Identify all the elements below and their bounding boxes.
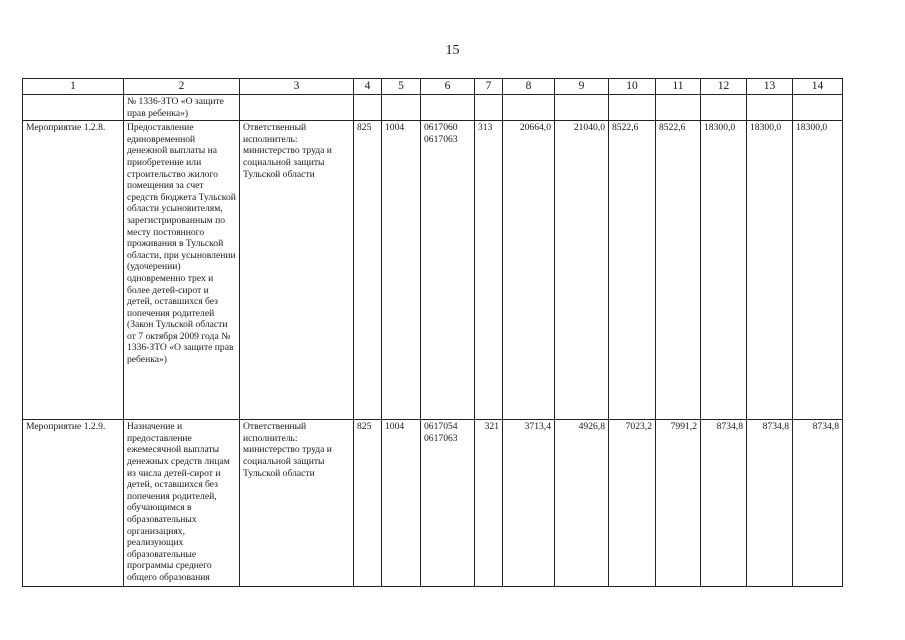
col-header: 7 <box>475 79 503 95</box>
event-name: Мероприятие 1.2.9. <box>23 420 124 587</box>
table-cell: 825 <box>354 420 382 587</box>
table-cell: 18300,0 <box>701 121 747 420</box>
table-cell: 7023,2 <box>609 420 656 587</box>
table-cell <box>656 95 701 121</box>
table-cell <box>701 95 747 121</box>
table-cell: 313 <box>475 121 503 420</box>
col-header: 5 <box>382 79 421 95</box>
table-cell <box>555 95 609 121</box>
event-description: Предоставление единовременной денежной выплаты на приобретение или строительство жилого помещения за счет средств бюджета Тульской области усыновителям, зарегистрированным по месту постоянного проживания в Тульской области, при усыновлении (удочерении) одновременно трех и более детей-сирот и детей, оставшихся без попечения родителей (Закон Тульской области от 7 октября 2009 года № 1336-ЗТО «О защите прав ребенка») <box>124 121 240 420</box>
event-executor: Ответственный исполнитель: министерство труда и социальной защиты Тульской области <box>240 420 354 587</box>
table-cell: 20664,0 <box>503 121 555 420</box>
event-description: Назначение и предоставление ежемесячной выплаты денежных средств лицам из числа детей-сирот и детей, оставшихся без попечения родителей, обучающимся в образовательных организациях, реализующих образовательные программы среднего общего образования <box>124 420 240 587</box>
table-cell: 0617054 0617063 <box>421 420 475 587</box>
table-cell <box>240 95 354 121</box>
continuation-text: № 1336-ЗТО «О защите прав ребенка») <box>124 95 240 121</box>
budget-table <box>22 78 843 587</box>
table-cell <box>609 95 656 121</box>
table-cell: 8734,8 <box>747 420 793 587</box>
table-cell: 7991,2 <box>656 420 701 587</box>
table-cell: 0617060 0617063 <box>421 121 475 420</box>
col-header: 6 <box>421 79 475 95</box>
table-cell: 8522,6 <box>656 121 701 420</box>
table-cell <box>23 95 124 121</box>
table-cell <box>354 95 382 121</box>
col-header: 3 <box>240 79 354 95</box>
col-header: 1 <box>23 79 124 95</box>
col-header: 8 <box>503 79 555 95</box>
col-header: 10 <box>609 79 656 95</box>
table-cell: 18300,0 <box>747 121 793 420</box>
table-row <box>23 121 843 420</box>
table-cell <box>793 95 843 121</box>
table-cell <box>382 95 421 121</box>
event-name: Мероприятие 1.2.8. <box>23 121 124 420</box>
table-row <box>23 420 843 587</box>
table-cell: 8522,6 <box>609 121 656 420</box>
col-header: 14 <box>793 79 843 95</box>
table-cell: 8734,8 <box>701 420 747 587</box>
table-cell <box>421 95 475 121</box>
page-number: 15 <box>445 43 460 58</box>
table-cell: 4926,8 <box>555 420 609 587</box>
col-header: 4 <box>354 79 382 95</box>
table-cell: 18300,0 <box>793 121 843 420</box>
column-number-header <box>23 79 843 95</box>
table-cell: 1004 <box>382 121 421 420</box>
col-header: 9 <box>555 79 609 95</box>
continuation-row <box>23 95 843 121</box>
col-header: 11 <box>656 79 701 95</box>
event-executor: Ответственный исполнитель: министерство труда и социальной защиты Тульской области <box>240 121 354 420</box>
col-header: 13 <box>747 79 793 95</box>
table-cell: 8734,8 <box>793 420 843 587</box>
table-cell <box>747 95 793 121</box>
table-cell: 825 <box>354 121 382 420</box>
col-header: 12 <box>701 79 747 95</box>
table-cell: 321 <box>475 420 503 587</box>
table-cell: 1004 <box>382 420 421 587</box>
table-cell: 21040,0 <box>555 121 609 420</box>
col-header: 2 <box>124 79 240 95</box>
table-cell <box>475 95 503 121</box>
table-cell <box>503 95 555 121</box>
table-cell: 3713,4 <box>503 420 555 587</box>
